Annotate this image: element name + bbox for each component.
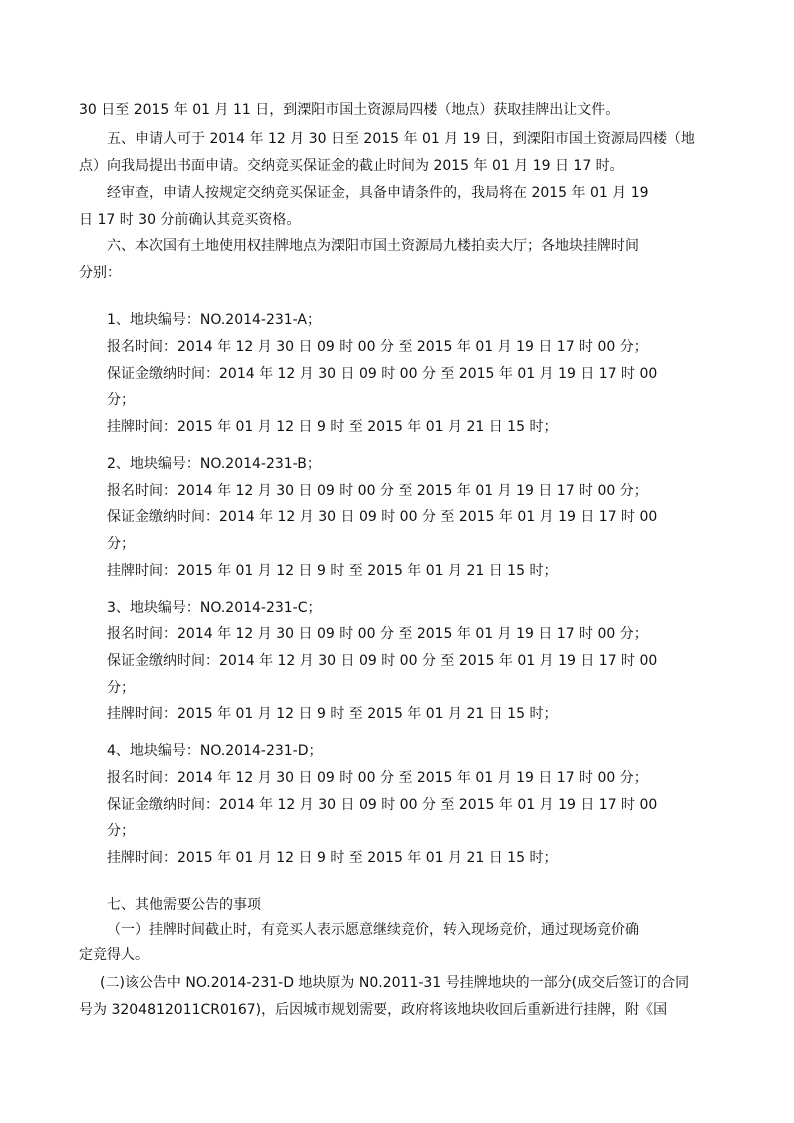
paragraph-text: 日 17 时 30 分前确认其竞买资格。	[79, 212, 301, 228]
paragraph-text: (二)该公告中 NO.2014-231-D 地块原为 N0.2011-31 号挂牌地块的一部分(成交后签订的合同	[100, 975, 690, 991]
parcel-registration-time: 报名时间：2014 年 12 月 30 日 09 时 00 分 至 2015 年 01 月 19 日 17 时 00 分；	[107, 770, 648, 786]
parcel-deposit-time: 保证金缴纳时间：2014 年 12 月 30 日 09 时 00 分 至 2015 年 01 月 19 日 17 时 00	[107, 653, 658, 669]
parcel-listing-time: 挂牌时间：2015 年 01 月 12 日 9 时 至 2015 年 01 月 21 日 15 时；	[107, 706, 558, 722]
paragraph-text: （一）挂牌时间截止时，有竞买人表示愿意继续竞价，转入现场竞价，通过现场竞价确	[107, 922, 639, 938]
parcel-deposit-time-cont: 分；	[107, 392, 135, 408]
paragraph-text: 五、申请人可于 2014 年 12 月 30 日至 2015 年 01 月 19 日，到溧阳市国土资源局四楼（地	[107, 131, 695, 147]
parcel-deposit-time-cont: 分；	[107, 823, 135, 839]
paragraph-text: 号为 3204812011CR0167)，后因城市规划需要，政府将该地块收回后重新进行挂牌，附《国	[79, 1002, 668, 1018]
paragraph-text: 30 日至 2015 年 01 月 11 日，到溧阳市国土资源局四楼（地点）获取挂牌出让文件。	[79, 102, 620, 118]
parcel-registration-time: 报名时间：2014 年 12 月 30 日 09 时 00 分 至 2015 年 01 月 19 日 17 时 00 分；	[107, 339, 648, 355]
parcel-registration-time: 报名时间：2014 年 12 月 30 日 09 时 00 分 至 2015 年 01 月 19 日 17 时 00 分；	[107, 483, 648, 499]
parcel-deposit-time-cont: 分；	[107, 680, 135, 696]
paragraph-text: 定竞得人。	[79, 947, 149, 963]
parcel-deposit-time: 保证金缴纳时间：2014 年 12 月 30 日 09 时 00 分 至 2015 年 01 月 19 日 17 时 00	[107, 366, 658, 382]
parcel-registration-time: 报名时间：2014 年 12 月 30 日 09 时 00 分 至 2015 年 01 月 19 日 17 时 00 分；	[107, 626, 648, 642]
parcel-title: 1、地块编号：NO.2014-231-A；	[107, 312, 322, 328]
parcel-deposit-time: 保证金缴纳时间：2014 年 12 月 30 日 09 时 00 分 至 2015 年 01 月 19 日 17 时 00	[107, 797, 658, 813]
paragraph-text: 经审查，申请人按规定交纳竞买保证金，具备申请条件的，我局将在 2015 年 01 月 19	[107, 185, 649, 201]
parcel-title: 2、地块编号：NO.2014-231-B；	[107, 456, 321, 472]
parcel-listing-time: 挂牌时间：2015 年 01 月 12 日 9 时 至 2015 年 01 月 21 日 15 时；	[107, 419, 558, 435]
paragraph-text: 分别：	[79, 265, 121, 281]
parcel-listing-time: 挂牌时间：2015 年 01 月 12 日 9 时 至 2015 年 01 月 21 日 15 时；	[107, 563, 558, 579]
paragraph-text: 六、本次国有土地使用权挂牌地点为溧阳市国土资源局九楼拍卖大厅；各地块挂牌时间	[107, 238, 639, 254]
parcel-listing-time: 挂牌时间：2015 年 01 月 12 日 9 时 至 2015 年 01 月 21 日 15 时；	[107, 850, 558, 866]
parcel-title: 3、地块编号：NO.2014-231-C；	[107, 600, 322, 616]
parcel-title: 4、地块编号：NO.2014-231-D；	[107, 743, 323, 759]
parcel-deposit-time-cont: 分；	[107, 536, 135, 552]
parcel-deposit-time: 保证金缴纳时间：2014 年 12 月 30 日 09 时 00 分 至 2015 年 01 月 19 日 17 时 00	[107, 509, 658, 525]
section-heading: 七、其他需要公告的事项	[107, 897, 261, 913]
paragraph-text: 点）向我局提出书面申请。交纳竞买保证金的截止时间为 2015 年 01 月 19 日 17 时。	[79, 158, 624, 174]
